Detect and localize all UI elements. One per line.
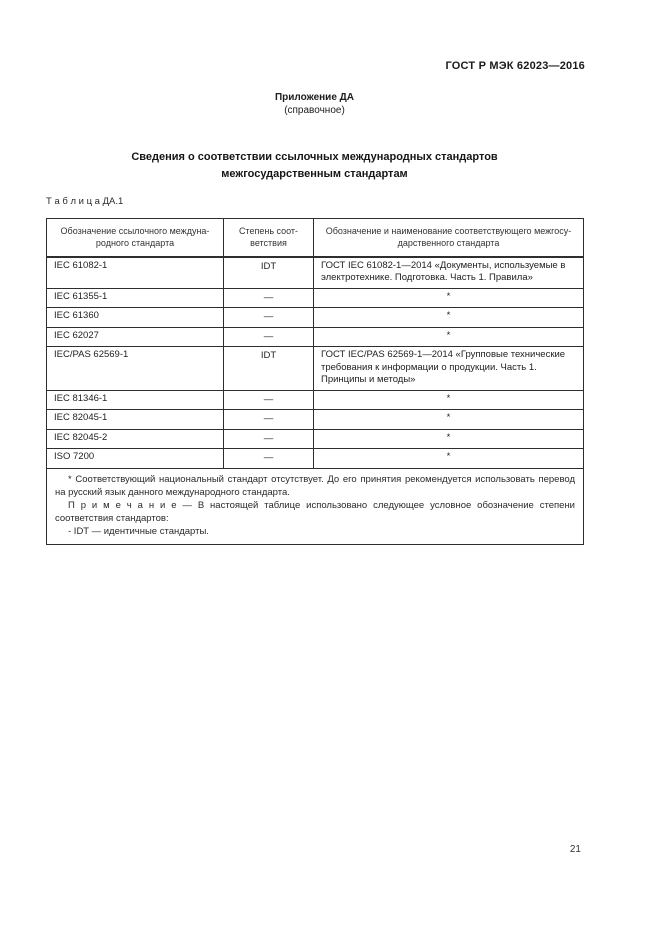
table-row xyxy=(47,390,584,410)
cell-reference: IEC 81346-1 xyxy=(47,390,224,410)
cell-match: * xyxy=(314,429,584,449)
table-row xyxy=(47,429,584,449)
table-label: Т а б л и ц а ДА.1 xyxy=(46,196,124,207)
table-footnote xyxy=(47,468,584,544)
cell-reference: IEC 62027 xyxy=(47,327,224,347)
footnote-asterisk-text: * Соответствующий национальный стандарт отсутствует. До его принятия рекомендуется использовать перевод на русский язык данного международного стандарта. xyxy=(55,473,575,498)
cell-match: * xyxy=(314,288,584,308)
cell-match: * xyxy=(314,410,584,430)
appendix-subtitle: (справочное) xyxy=(284,105,345,116)
document-title-line-2: межгосударственным стандартам xyxy=(221,168,408,180)
cell-degree: — xyxy=(224,288,314,308)
table-row xyxy=(47,288,584,308)
cell-match: * xyxy=(314,449,584,469)
footnote-idt-text: - IDT — идентичные стандарты. xyxy=(68,525,209,537)
document-title xyxy=(46,149,583,183)
cell-match: * xyxy=(314,308,584,328)
appendix-title: Приложение ДА xyxy=(274,92,355,103)
footnote-note-text: П р и м е ч а н и е — В настоящей таблице использовано следующее условное обозначение степени соответствия стандартов: xyxy=(55,499,575,524)
cell-degree: IDT xyxy=(224,347,314,391)
cell-degree: — xyxy=(224,308,314,328)
cell-reference: ISO 7200 xyxy=(47,449,224,469)
cell-match: * xyxy=(314,327,584,347)
cell-reference: IEC 82045-1 xyxy=(47,410,224,430)
cell-match: ГОСТ IEC 61082-1—2014 «Документы, используемые в электротехнике. Подготовка. Часть 1. Правила» xyxy=(314,257,584,289)
column-header-degree: Степень соот- ветствия xyxy=(224,219,314,257)
cell-reference: IEC 61355-1 xyxy=(47,288,224,308)
cell-reference: IEC/PAS 62569-1 xyxy=(47,347,224,391)
cell-degree: — xyxy=(224,410,314,430)
table-row xyxy=(47,347,584,391)
column-header-reference-standard: Обозначение ссылочного междуна- родного стандарта xyxy=(47,219,224,257)
cell-degree: — xyxy=(224,429,314,449)
table-header-row xyxy=(47,219,584,257)
cell-match: ГОСТ IEC/PAS 62569-1—2014 «Групповые технические требования к информации о продукции. Часть 1. Принципы и методы» xyxy=(314,347,584,391)
cell-match: * xyxy=(314,390,584,410)
table-row xyxy=(47,308,584,328)
cell-degree: — xyxy=(224,327,314,347)
content-column xyxy=(46,0,583,935)
table-footnote-row xyxy=(47,468,584,544)
page-header: ГОСТ Р МЭК 62023—2016 xyxy=(445,60,585,72)
document-title-line-1: Сведения о соответствии ссылочных международных стандартов xyxy=(131,151,498,163)
cell-reference: IEC 61082-1 xyxy=(47,257,224,289)
cell-degree: — xyxy=(224,390,314,410)
cell-reference: IEC 61360 xyxy=(47,308,224,328)
cell-reference: IEC 82045-2 xyxy=(47,429,224,449)
appendix-heading xyxy=(46,91,583,117)
page-number: 21 xyxy=(569,844,581,855)
cell-degree: IDT xyxy=(224,257,314,289)
column-header-matching-standard: Обозначение и наименование соответствующего межгосу- дарственного стандарта xyxy=(314,219,584,257)
table-row xyxy=(47,327,584,347)
standards-correspondence-table xyxy=(46,218,584,545)
table-row xyxy=(47,257,584,289)
table-row xyxy=(47,410,584,430)
table-row xyxy=(47,449,584,469)
cell-degree: — xyxy=(224,449,314,469)
